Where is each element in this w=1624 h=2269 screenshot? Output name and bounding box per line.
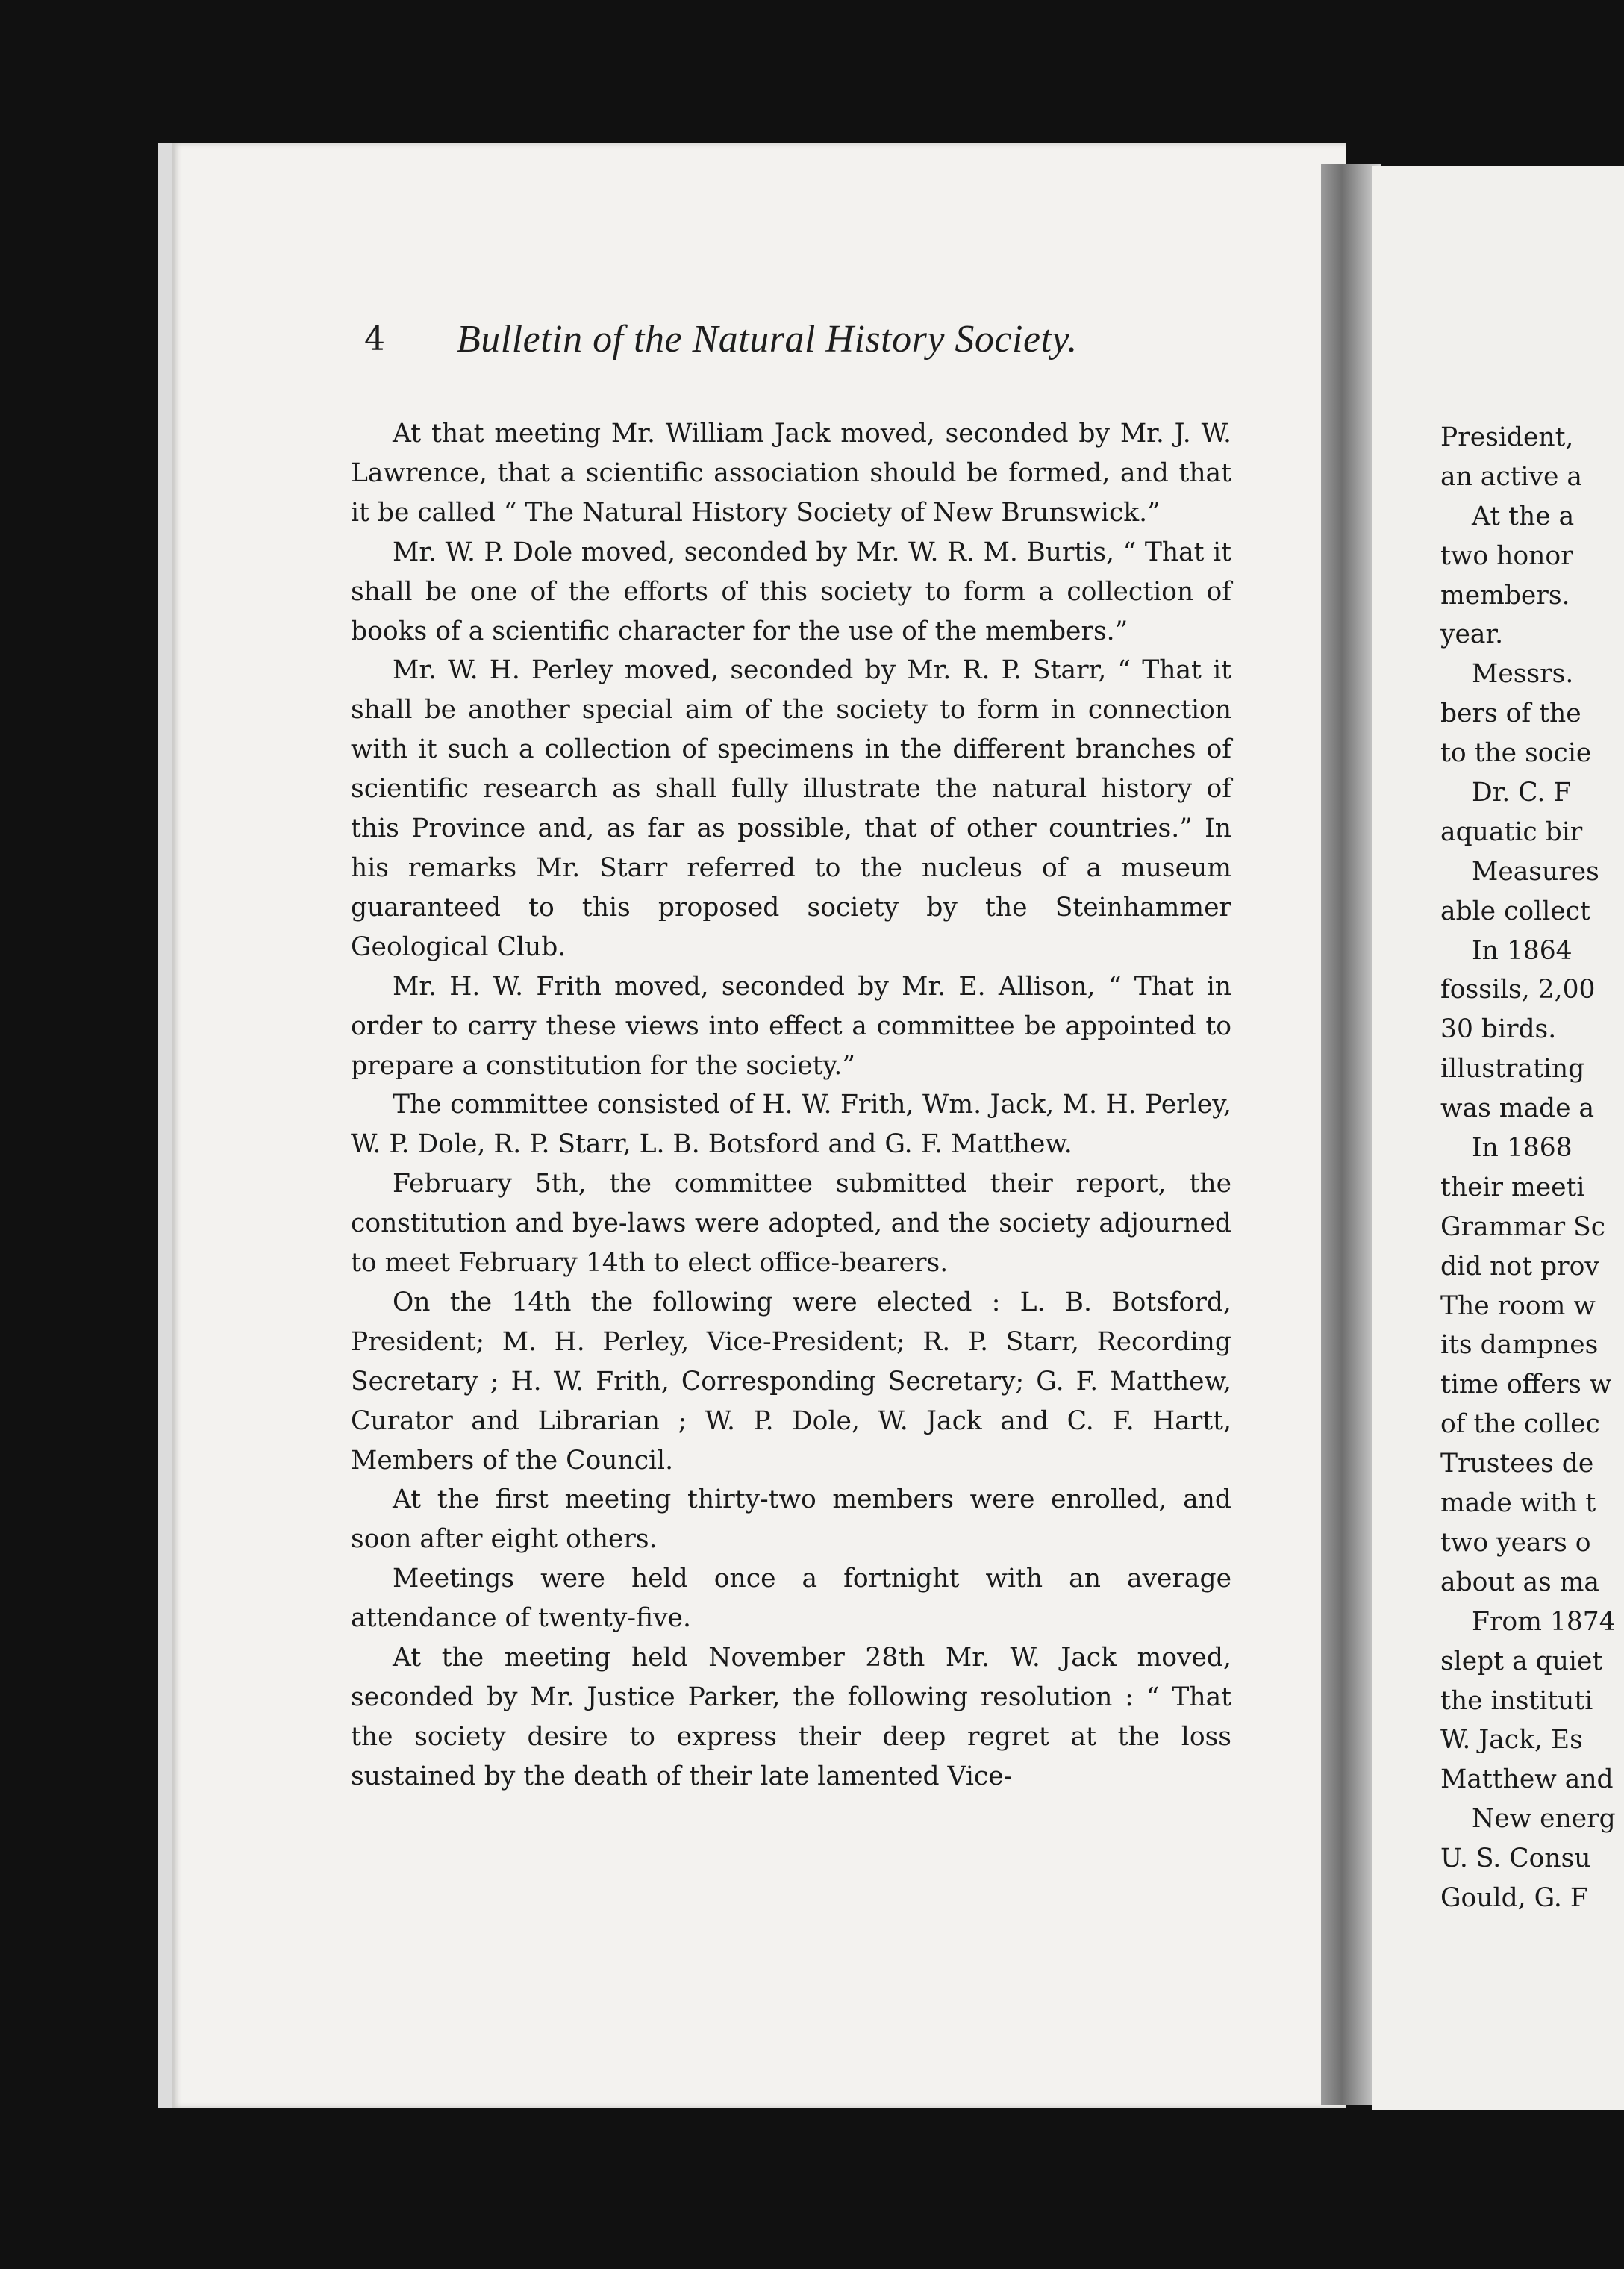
right-line: time offers w xyxy=(1440,1370,1612,1400)
right-line: illustrating xyxy=(1440,1054,1585,1084)
right-line: the instituti xyxy=(1440,1685,1593,1716)
right-line: their meeti xyxy=(1440,1172,1585,1202)
paragraph: Meetings were held once a fortnight with an average attendance of twenty-five. xyxy=(351,1564,1231,1634)
right-line: Grammar Sc xyxy=(1440,1211,1606,1242)
right-line: The room w xyxy=(1440,1290,1596,1321)
paragraph: Mr. W. H. Perley moved, seconded by Mr. R. P. Starr, “ That it shall be another special aim of the society to form in connection with it such a collection of specimens in the different branches of scientific research as shall fully illustrate the natural history of this Province and, as far as possible, that of other countries.” In his remarks Mr. Starr referred to the nucleus of a museum guaranteed to this proposed society by the Steinhammer Geological Club. xyxy=(351,655,1231,962)
right-line: W. Jack, Es xyxy=(1440,1725,1583,1755)
body-text xyxy=(351,414,1231,1797)
right-page-text xyxy=(1440,418,1624,1918)
right-line: Gould, G. F xyxy=(1440,1882,1588,1913)
right-line: was made a xyxy=(1440,1093,1595,1124)
right-line: Trustees de xyxy=(1440,1449,1594,1479)
right-line: able collect xyxy=(1440,896,1590,926)
right-line: to the socie xyxy=(1440,738,1592,769)
paragraph: At the meeting held November 28th Mr. W. Jack moved, seconded by Mr. Justice Parker, the following resolution : “ That the society desire to express their deep regret at the loss sustained by the death of their late lamented Vice- xyxy=(351,1643,1231,1791)
right-line: 30 birds. xyxy=(1440,1014,1557,1045)
paragraph: At the first meeting thirty-two members were enrolled, and soon after eight others. xyxy=(351,1485,1231,1555)
right-line: President, xyxy=(1440,422,1574,452)
right-line: slept a quiet xyxy=(1440,1646,1603,1676)
right-line: of the collec xyxy=(1440,1409,1600,1440)
paragraph: On the 14th the following were elected : L. B. Botsford, President; M. H. Perley, Vice-President; R. P. Starr, Recording Secretary ; H. W. Frith, Corresponding Secretary; G. F. Matthew, Curator and Librarian ; W. P. Dole, W. Jack and C. F. Hartt, Members of the Council. xyxy=(351,1287,1231,1476)
right-line: New energ xyxy=(1472,1804,1616,1835)
right-line: At the a xyxy=(1472,501,1575,531)
right-line: an active a xyxy=(1440,461,1582,492)
right-line: aquatic bir xyxy=(1440,817,1583,847)
right-line: members. xyxy=(1440,580,1570,611)
right-line: Dr. C. F xyxy=(1472,778,1572,808)
page-number: 4 xyxy=(364,320,385,358)
right-line: two years o xyxy=(1440,1527,1591,1558)
running-head xyxy=(364,317,1215,369)
right-line: two honor xyxy=(1440,540,1573,571)
right-line: fossils, 2,00 xyxy=(1440,975,1596,1005)
right-line: In 1864 xyxy=(1472,935,1573,966)
paragraph: Mr. H. W. Frith moved, seconded by Mr. E. Allison, “ That in order to carry these views into effect a committee be appointed to prepare a constitution for the society.” xyxy=(351,971,1231,1081)
right-line: about as ma xyxy=(1440,1567,1599,1597)
right-line: U. S. Consu xyxy=(1440,1844,1591,1874)
right-line: did not prov xyxy=(1440,1251,1599,1282)
right-line: Matthew and xyxy=(1440,1764,1614,1795)
paragraph: Mr. W. P. Dole moved, seconded by Mr. W. R. M. Burtis, “ That it shall be one of the efforts of this society to form a collection of books of a scientific character for the use of the members.” xyxy=(351,537,1231,646)
running-title: Bulletin of the Natural History Society. xyxy=(457,318,1078,361)
paragraph: At that meeting Mr. William Jack moved, seconded by Mr. J. W. Lawrence, that a scientific association should be formed, and that it be called “ The Natural History Society of New Brunswick.” xyxy=(351,419,1231,528)
right-line: bers of the xyxy=(1440,699,1581,729)
paragraph: February 5th, the committee submitted their report, the constitution and bye-laws were adopted, and the society adjourned to meet February 14th to elect office-bearers. xyxy=(351,1169,1231,1279)
right-line: its dampnes xyxy=(1440,1330,1599,1361)
right-line: Measures xyxy=(1472,856,1599,887)
right-line: In 1868 xyxy=(1472,1133,1573,1164)
right-line: From 1874 xyxy=(1472,1606,1616,1637)
paragraph: The committee consisted of H. W. Frith, Wm. Jack, M. H. Perley, W. P. Dole, R. P. Starr, L. B. Botsford and G. F. Matthew. xyxy=(351,1090,1231,1160)
right-line: made with t xyxy=(1440,1488,1596,1519)
right-line: year. xyxy=(1440,619,1504,650)
right-line: Messrs. xyxy=(1472,659,1574,690)
